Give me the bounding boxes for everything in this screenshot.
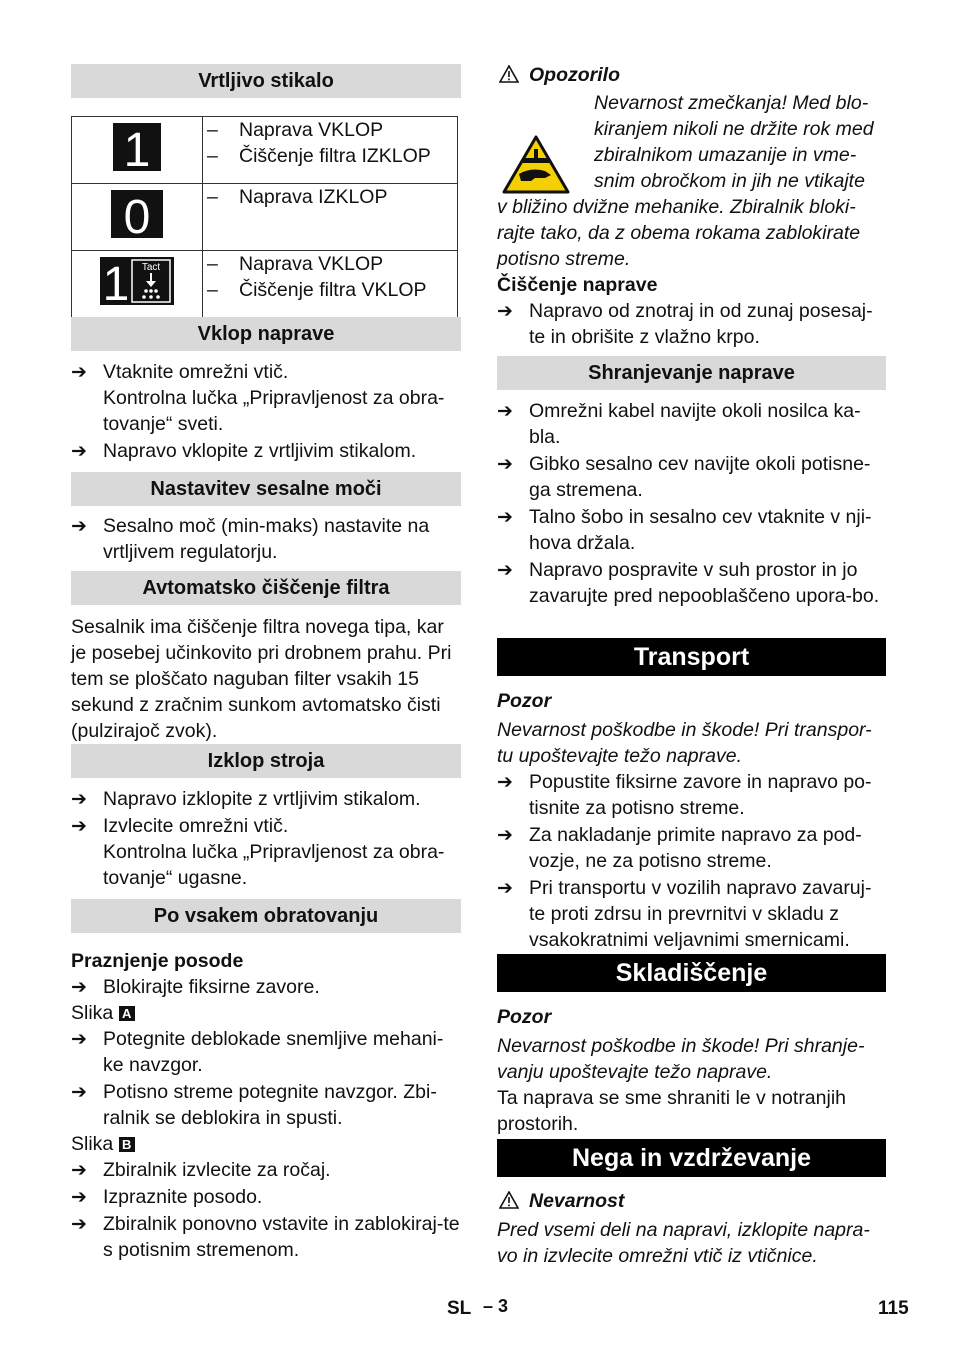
caution-text: Nevarnost poškodbe in škode! Pri shranje-vanju upoštevajte težo naprave.	[497, 1035, 865, 1083]
chapter-heading-nega: Nega in vzdrževanje	[497, 1139, 886, 1177]
note-text: Kontrolna lučka „Pripravljenost za obra-tovanje“ sveti.	[103, 387, 445, 435]
skladiscenje-block	[497, 1004, 886, 1137]
table-row	[72, 117, 458, 184]
section-heading-sesalna-moc: Nastavitev sesalne moči	[71, 472, 461, 506]
list-item: ➔ Zbiralnik ponovno vstavite in zablokiraj-te s potisnim stremenom.	[71, 1211, 461, 1263]
figure-ref: Slika A	[71, 1000, 461, 1026]
switch-desc-cell	[203, 184, 458, 251]
list-item: ➔ Popustite fiksirne zavore in napravo po-tisnite za potisno streme.	[497, 769, 886, 821]
po-steps	[71, 948, 461, 1263]
filter-text	[71, 614, 461, 744]
warning-text: Nevarnost zmečkanja! Med blo-kiranjem nikoli ne držite rok med zbiralnikom umazanije in vme-snim obročkom in jih ne vtikajte	[594, 92, 874, 192]
nega-block	[497, 1188, 886, 1269]
list-item: – Naprava VKLOP	[203, 117, 457, 143]
danger-title: Nevarnost	[497, 1188, 886, 1214]
note-text: Kontrolna lučka „Pripravljenost za obra-tovanje“ ugasne.	[103, 841, 445, 889]
section-heading-vklop: Vklop naprave	[71, 317, 461, 351]
list-item: – Čiščenje filtra IZKLOP	[203, 143, 457, 169]
svg-text:1: 1	[123, 123, 151, 171]
list-item: ➔ Napravo od znotraj in od zunaj posesaj-te in obrišite z vlažno krpo.	[497, 298, 886, 350]
izklop-steps	[71, 786, 461, 891]
chapter-heading-transport: Transport	[497, 638, 886, 676]
list-item: ➔ Potegnite deblokade snemljive mehani-ke navzgor.	[71, 1026, 461, 1078]
ciscenje-block	[497, 272, 886, 350]
list-item: ➔ Napravo izklopite z vrtljivim stikalom.	[71, 786, 461, 812]
subheading: Praznjenje posode	[71, 950, 244, 972]
list-item: ➔ Zbiralnik izvlecite za ročaj.	[71, 1157, 461, 1183]
svg-text:1: 1	[102, 257, 130, 305]
transport-block	[497, 688, 886, 953]
section-heading-izklop: Izklop stroja	[71, 744, 461, 778]
vklop-steps	[71, 359, 461, 464]
section-heading-shranjevanje: Shranjevanje naprave	[497, 356, 886, 390]
switch-symbol-cell	[72, 117, 203, 184]
list-item: ➔ Napravo vklopite z vrtljivim stikalom.	[71, 438, 461, 464]
warning-triangle-icon	[499, 65, 519, 83]
caution-title: Pozor	[497, 1006, 552, 1028]
list-item: ➔ Blokirajte fiksirne zavore.	[71, 974, 461, 1000]
warning-block	[497, 62, 886, 272]
crush-hazard-icon	[501, 134, 571, 196]
figure-badge-b: B	[119, 1137, 135, 1152]
list-item: ➔ Napravo pospravite v suh prostor in jo zavarujte pred nepooblaščeno upora-bo.	[497, 557, 886, 609]
svg-text:Tact: Tact	[141, 261, 161, 273]
moc-steps	[71, 513, 461, 565]
list-item: ➔ Potisno streme potegnite navzgor. Zbi-ralnik se deblokira in spusti.	[71, 1079, 461, 1131]
caution-title: Pozor	[497, 690, 552, 712]
switch-desc-cell	[203, 117, 458, 184]
switch-desc-cell	[203, 251, 458, 318]
danger-text: Pred vsemi deli na napravi, izklopite napra-vo in izvlecite omrežni vtič iz vtičnice.	[497, 1219, 870, 1267]
list-item: ➔ Omrežni kabel navijte okoli nosilca ka-bla.	[497, 398, 886, 450]
footer-subpage: – 3	[483, 1296, 509, 1316]
figure-ref: Slika B	[71, 1131, 461, 1157]
warning-text-cont: v bližino dvižne mehanike. Zbiralnik bloki-rajte tako, da z obema rokama zablokirate potisno streme.	[497, 196, 861, 270]
switch-tact-icon	[100, 257, 174, 305]
section-heading-po-obratovanju: Po vsakem obratovanju	[71, 899, 461, 933]
warning-title: Opozorilo	[497, 62, 886, 88]
table-row	[72, 251, 458, 318]
list-item: – Naprava VKLOP	[203, 251, 457, 277]
list-item: ➔ Sesalno moč (min-maks) nastavite na vrtljivem regulatorju.	[71, 513, 461, 565]
switch-off-icon	[111, 190, 163, 238]
caution-text: Nevarnost poškodbe in škode! Pri transpor-tu upoštevajte težo naprave.	[497, 719, 872, 767]
footer-language: SL	[447, 1298, 472, 1319]
list-item: – Čiščenje filtra VKLOP	[203, 277, 457, 303]
figure-badge-a: A	[119, 1006, 135, 1021]
section-heading-vrtljivo-stikalo: Vrtljivo stikalo	[71, 64, 461, 98]
shranjevanje-steps	[497, 398, 886, 609]
switch-symbol-cell	[72, 251, 203, 318]
switch-symbol-cell	[72, 184, 203, 251]
list-item: ➔ Gibko sesalno cev navijte okoli potisne-ga stremena.	[497, 451, 886, 503]
warning-triangle-icon	[499, 1191, 519, 1209]
list-item: ➔ Za nakladanje primite napravo za pod-vozje, ne za potisno streme.	[497, 822, 886, 874]
svg-text:0: 0	[123, 190, 151, 238]
paragraph: Sesalnik ima čiščenje filtra novega tipa, kar je posebej učinkovito pri drobnem prahu. Pri tem se ploščato naguban filter vsakih 15 sekund z zračnim sunkom avtomatsko čisti (pulzirajoč zvok).	[71, 616, 452, 742]
section-heading-filter: Avtomatsko čiščenje filtra	[71, 571, 461, 605]
subheading: Čiščenje naprave	[497, 274, 658, 296]
paragraph: Ta naprava se sme shraniti le v notranjih prostorih.	[497, 1087, 847, 1135]
list-item: ➔ Izvlecite omrežni vtič.	[71, 813, 461, 839]
list-item: ➔ Izpraznite posodo.	[71, 1184, 461, 1210]
switch-table	[71, 116, 458, 318]
page-number: 115	[878, 1298, 909, 1319]
chapter-heading-skladiscenje: Skladiščenje	[497, 954, 886, 992]
switch-on-icon	[113, 123, 161, 171]
table-row	[72, 184, 458, 251]
list-item: ➔ Vtaknite omrežni vtič.	[71, 359, 461, 385]
list-item: – Naprava IZKLOP	[203, 184, 457, 210]
list-item: ➔ Pri transportu v vozilih napravo zavaruj-te proti zdrsu in prevrnitvi v skladu z vsakokratnimi veljavnimi smernicami.	[497, 875, 886, 953]
list-item: ➔ Talno šobo in sesalno cev vtaknite v nji-hova držala.	[497, 504, 886, 556]
